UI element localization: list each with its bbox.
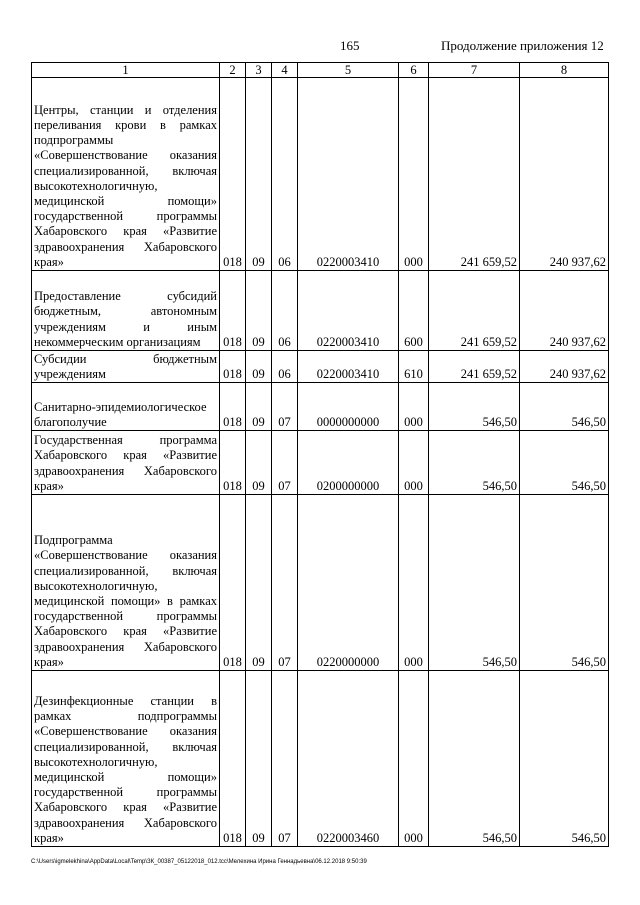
appendix-continuation-label: Продолжение приложения 12 bbox=[441, 38, 604, 53]
row-name: Подпрограмма «Совершенствование оказания специализированной, включая высокотехнологичную, медицинской помощи» в рамках государственной программы Хабаровского края «Развитие здравоохранения Хабаровского края» bbox=[32, 495, 220, 671]
cell-col6: 000 bbox=[399, 671, 429, 847]
cell-col4: 06 bbox=[272, 78, 298, 271]
table-row bbox=[32, 431, 609, 495]
cell-col8: 240 937,62 bbox=[520, 78, 609, 271]
column-header: 6 bbox=[399, 63, 429, 78]
column-header: 7 bbox=[429, 63, 520, 78]
cell-col7: 241 659,52 bbox=[429, 351, 520, 383]
cell-col6: 600 bbox=[399, 271, 429, 351]
row-name: Предоставление субсидий бюджетным, автономным учреждениям и иным некоммерческим организациям bbox=[32, 271, 220, 351]
cell-col4: 06 bbox=[272, 351, 298, 383]
cell-col4: 07 bbox=[272, 495, 298, 671]
cell-col3: 09 bbox=[246, 495, 272, 671]
column-header: 2 bbox=[220, 63, 246, 78]
cell-col2: 018 bbox=[220, 431, 246, 495]
cell-col4: 07 bbox=[272, 431, 298, 495]
cell-col7: 546,50 bbox=[429, 383, 520, 431]
column-header: 1 bbox=[32, 63, 220, 78]
column-header: 4 bbox=[272, 63, 298, 78]
budget-table bbox=[31, 62, 609, 847]
row-name: Санитарно-эпидемиологическое благополучие bbox=[32, 383, 220, 431]
cell-col7: 546,50 bbox=[429, 495, 520, 671]
cell-col6: 000 bbox=[399, 383, 429, 431]
row-name: Центры, станции и отделения переливания крови в рамках подпрограммы «Совершенствование оказания специализированной, включая высокотехнологичную, медицинской помощи» государственной программы Хабаровского края «Развитие здравоохранения Хабаровского края» bbox=[32, 78, 220, 271]
table-row bbox=[32, 271, 609, 351]
cell-col5: 0000000000 bbox=[298, 383, 399, 431]
column-header: 8 bbox=[520, 63, 609, 78]
cell-col2: 018 bbox=[220, 271, 246, 351]
row-name: Субсидии бюджетным учреждениям bbox=[32, 351, 220, 383]
file-path-footer: C:\Users\igmelekhina\AppData\Local\Temp\ЗК_00387_05122018_012.tcc\Мелехина Ирина Геннадьевна\06.12.2018 9:50:39 bbox=[31, 859, 367, 865]
cell-col3: 09 bbox=[246, 351, 272, 383]
cell-col7: 241 659,52 bbox=[429, 271, 520, 351]
cell-col8: 546,50 bbox=[520, 495, 609, 671]
column-header: 3 bbox=[246, 63, 272, 78]
cell-col2: 018 bbox=[220, 78, 246, 271]
cell-col3: 09 bbox=[246, 671, 272, 847]
cell-col8: 546,50 bbox=[520, 431, 609, 495]
cell-col3: 09 bbox=[246, 78, 272, 271]
cell-col4: 07 bbox=[272, 671, 298, 847]
cell-col2: 018 bbox=[220, 671, 246, 847]
cell-col7: 546,50 bbox=[429, 671, 520, 847]
cell-col4: 07 bbox=[272, 383, 298, 431]
cell-col6: 610 bbox=[399, 351, 429, 383]
cell-col2: 018 bbox=[220, 351, 246, 383]
row-name: Государственная программа Хабаровского края «Развитие здравоохранения Хабаровского края» bbox=[32, 431, 220, 495]
table-row bbox=[32, 383, 609, 431]
cell-col5: 0200000000 bbox=[298, 431, 399, 495]
cell-col4: 06 bbox=[272, 271, 298, 351]
cell-col6: 000 bbox=[399, 78, 429, 271]
cell-col5: 0220003460 bbox=[298, 671, 399, 847]
cell-col2: 018 bbox=[220, 383, 246, 431]
cell-col8: 240 937,62 bbox=[520, 351, 609, 383]
cell-col8: 546,50 bbox=[520, 383, 609, 431]
row-name: Дезинфекционные станции в рамках подпрограммы «Совершенствование оказания специализированной, включая высокотехнологичную, медицинской помощи» государственной программы Хабаровского края «Развитие здравоохранения Хабаровского края» bbox=[32, 671, 220, 847]
cell-col5: 0220000000 bbox=[298, 495, 399, 671]
table-row bbox=[32, 351, 609, 383]
cell-col5: 0220003410 bbox=[298, 78, 399, 271]
cell-col8: 240 937,62 bbox=[520, 271, 609, 351]
page-number: 165 bbox=[340, 38, 360, 53]
cell-col8: 546,50 bbox=[520, 671, 609, 847]
cell-col7: 241 659,52 bbox=[429, 78, 520, 271]
cell-col6: 000 bbox=[399, 431, 429, 495]
column-header: 5 bbox=[298, 63, 399, 78]
table-header-row bbox=[32, 63, 609, 78]
cell-col7: 546,50 bbox=[429, 431, 520, 495]
cell-col3: 09 bbox=[246, 431, 272, 495]
table-row bbox=[32, 78, 609, 271]
cell-col2: 018 bbox=[220, 495, 246, 671]
table-row bbox=[32, 671, 609, 847]
cell-col5: 0220003410 bbox=[298, 351, 399, 383]
cell-col5: 0220003410 bbox=[298, 271, 399, 351]
cell-col3: 09 bbox=[246, 383, 272, 431]
cell-col3: 09 bbox=[246, 271, 272, 351]
table-row bbox=[32, 495, 609, 671]
cell-col6: 000 bbox=[399, 495, 429, 671]
